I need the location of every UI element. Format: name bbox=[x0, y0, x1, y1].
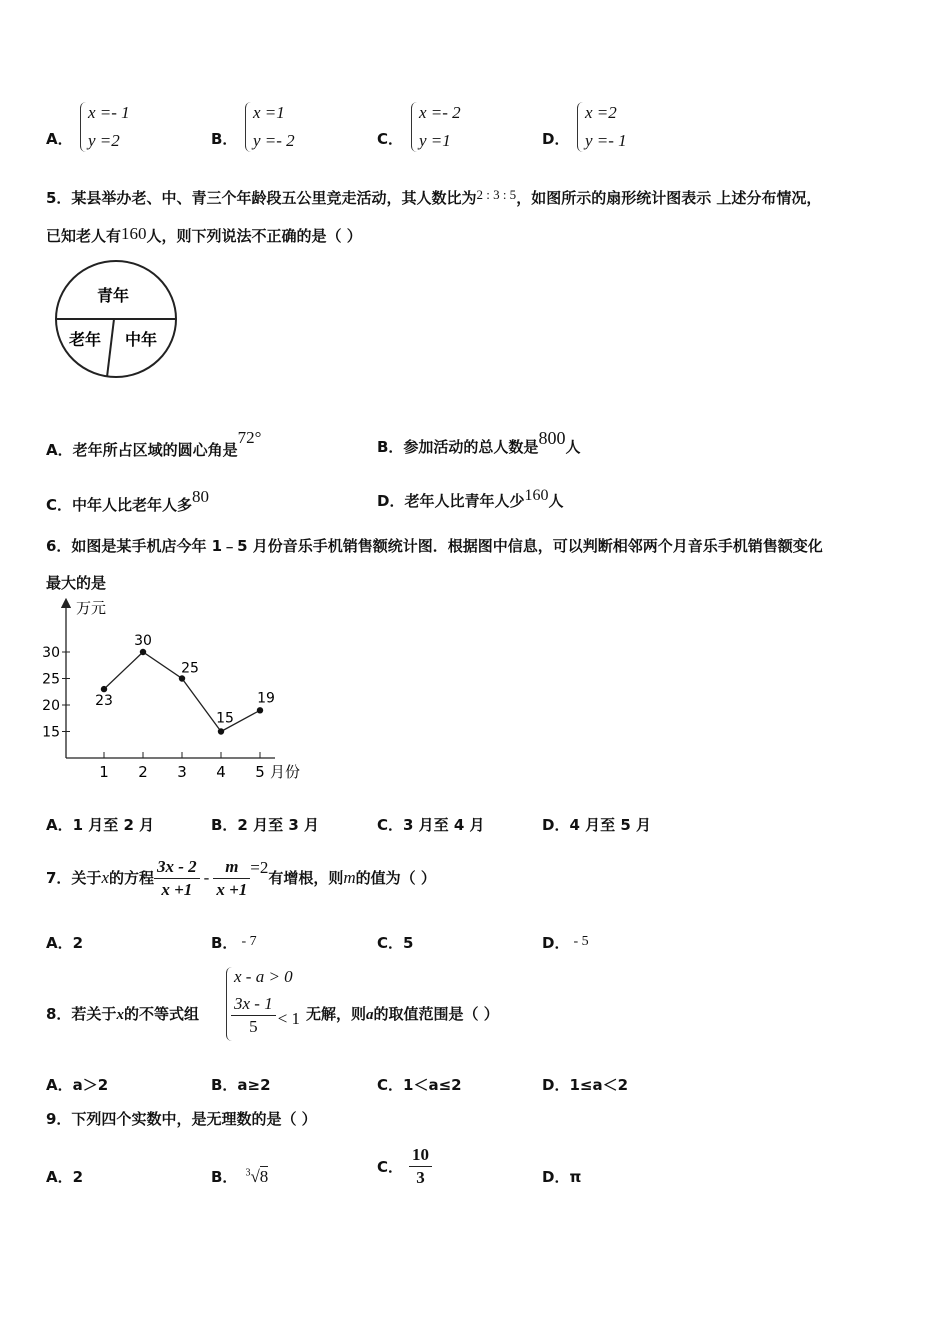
q7-option-b: B． - 7 bbox=[211, 934, 257, 952]
data-label-5: 19 bbox=[257, 690, 275, 707]
q5-option-b: B．参加活动的总人数是800人 bbox=[377, 428, 581, 456]
q4-option-a-letter: A． bbox=[46, 130, 73, 148]
q5-stem-line1: 5．某县举办老、中、青三个年龄段五公里竞走活动，其人数比为2 : 3 : 5，如图所示的扇形统计图表示 上述分布情况， bbox=[46, 187, 822, 207]
q5-option-c: C．中年人比老年人多80 bbox=[46, 487, 210, 514]
q9-option-c: C． $\frac{10}{3}$ bbox=[377, 1144, 432, 1189]
q7-var-m: m bbox=[343, 868, 356, 887]
data-point-4 bbox=[218, 728, 224, 734]
q8-option-a: A．a＞2 bbox=[46, 1076, 109, 1094]
q8-option-b: B．a≥2 bbox=[211, 1076, 271, 1094]
x-tick-label-3: 3 bbox=[177, 763, 187, 781]
data-label-4: 15 bbox=[216, 710, 234, 727]
pie-label-middle: 中年 bbox=[124, 330, 158, 349]
q8-inequality-2: $\frac{3x - 1}{5}$ < 1 bbox=[231, 993, 300, 1038]
q4-option-a-eq1: x =- 1 bbox=[88, 103, 130, 122]
q6-option-c: C．3 月至 4 月 bbox=[377, 816, 485, 834]
data-label-3: 25 bbox=[181, 660, 199, 677]
q6-stem-line1: 6．如图是某手机店今年 1﹣5 月份音乐手机销售额统计图．根据图中信息，可以判断相邻两个月音乐手机销售额变化 bbox=[46, 537, 823, 555]
q4-option-c-brace bbox=[411, 102, 417, 152]
q4-option-d-brace bbox=[577, 102, 583, 152]
q5-option-d: D．老年人比青年人少160人 bbox=[377, 487, 564, 510]
q6-option-a: A．1 月至 2 月 bbox=[46, 816, 155, 834]
q9-option-a: A．2 bbox=[46, 1168, 84, 1186]
q7-stem: 7．关于x的方程 $\frac{3x - 2}{x +1}$ - $\frac{m}{x +1}$ =2有增根，则m的值为（ ） bbox=[46, 857, 436, 899]
x-axis-label: 月份 bbox=[270, 763, 301, 781]
q7-option-a: A．2 bbox=[46, 934, 84, 952]
q4-option-c-eq2: y =1 bbox=[419, 131, 451, 150]
q7-option-c: C．5 bbox=[377, 934, 414, 952]
q8-option-c: C．1＜a≤2 bbox=[377, 1076, 462, 1094]
q8-var-a: a bbox=[366, 1007, 374, 1023]
q8-stem-end: 无解，则a的取值范围是（ ） bbox=[306, 1005, 499, 1023]
q8-inequality-1: x - a > 0 bbox=[234, 967, 293, 986]
q6-stem-line2: 最大的是 bbox=[46, 574, 107, 592]
data-point-2 bbox=[140, 649, 146, 655]
pie-label-old: 老年 bbox=[68, 330, 102, 349]
data-label-2: 30 bbox=[134, 633, 152, 649]
y-tick-label-15: 15 bbox=[42, 724, 60, 741]
q5-pie-chart bbox=[50, 258, 182, 384]
q4-option-c-eq1: x =- 2 bbox=[419, 103, 461, 122]
y-tick-label-20: 20 bbox=[42, 698, 60, 714]
q6-option-b: B．2 月至 3 月 bbox=[211, 816, 319, 834]
q4-option-c-letter: C． bbox=[377, 130, 404, 148]
q8-option-d: D．1≤a＜2 bbox=[542, 1076, 629, 1094]
q5-stem-line2: 已知老人有160人，则下列说法不正确的是（ ） bbox=[46, 224, 362, 245]
q5-option-a: A．老年所占区域的圆心角是72° bbox=[46, 428, 262, 459]
q4-option-b-eq1: x =1 bbox=[253, 103, 285, 122]
x-tick-label-1: 1 bbox=[99, 763, 109, 781]
q4-option-d-letter: D． bbox=[542, 130, 570, 148]
cube-root: $^3$√8 bbox=[245, 1167, 269, 1186]
chart-marks bbox=[42, 633, 275, 781]
q9-option-b: B． $^3$√8 bbox=[211, 1167, 269, 1186]
pie-divider-slanted bbox=[107, 319, 114, 377]
q9-stem: 9．下列四个实数中，是无理数的是（ ） bbox=[46, 1110, 317, 1128]
y-tick-label-25: 25 bbox=[42, 671, 60, 688]
q4-option-b-eq2: y =- 2 bbox=[253, 131, 295, 150]
q9-option-d: D．π bbox=[542, 1168, 582, 1186]
x-tick-label-4: 4 bbox=[216, 763, 226, 781]
q6-option-d: D．4 月至 5 月 bbox=[542, 816, 651, 834]
q4-option-b-letter: B． bbox=[211, 130, 238, 148]
y-axis-label: 万元 bbox=[76, 599, 107, 617]
q4-option-a-eq2: y =2 bbox=[88, 131, 120, 150]
q7-fraction-2: $\frac{m}{x +1}$ bbox=[213, 856, 250, 901]
q7-fraction-1: $\frac{3x - 2}{x +1}$ bbox=[154, 856, 200, 901]
q4-option-a-brace bbox=[80, 102, 86, 152]
x-tick-label-5: 5 bbox=[255, 763, 265, 781]
q8-var-x: x bbox=[116, 1007, 124, 1023]
x-tick-label-2: 2 bbox=[138, 763, 148, 781]
q7-option-d: D． - 5 bbox=[542, 934, 589, 952]
q5-ratio: 2 : 3 : 5 bbox=[476, 187, 517, 202]
q4-option-d-eq2: y =- 1 bbox=[585, 131, 627, 150]
q4-option-b-brace bbox=[245, 102, 251, 152]
y-tick-label-30: 30 bbox=[42, 645, 60, 661]
data-point-5 bbox=[257, 707, 263, 713]
q4-option-d-eq1: x =2 bbox=[585, 103, 617, 122]
q6-line-chart bbox=[40, 595, 320, 790]
q7-var-x: x bbox=[101, 868, 109, 887]
q8-stem-start: 8．若关于x的不等式组 bbox=[46, 1005, 199, 1023]
data-point-1 bbox=[101, 686, 107, 692]
pie-label-youth: 青年 bbox=[96, 286, 130, 305]
data-label-1: 23 bbox=[95, 693, 113, 710]
